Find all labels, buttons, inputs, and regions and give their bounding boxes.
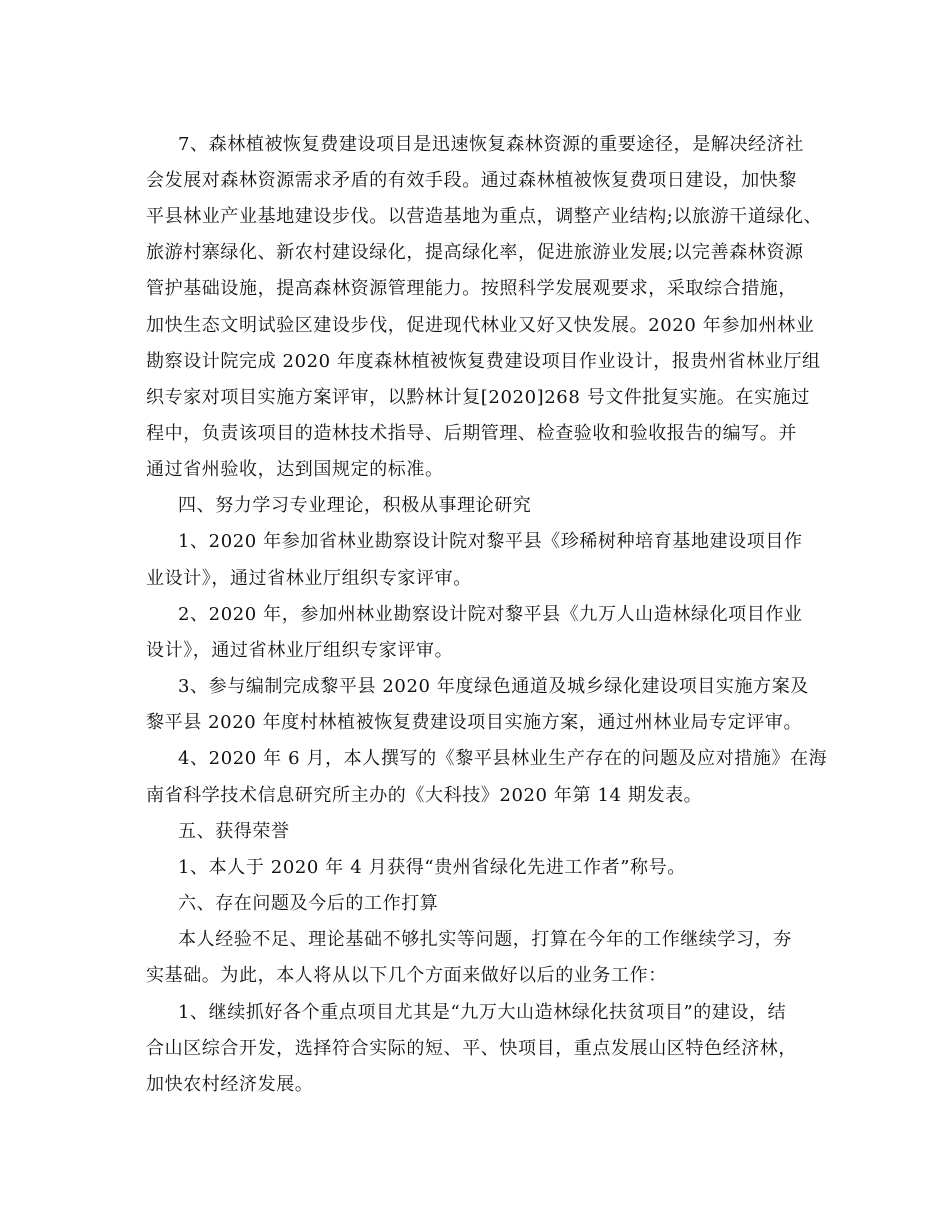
paragraph-line: 设计》，通过省林业厅组织专家评审。 <box>146 640 454 661</box>
paragraph-line: 平县林业产业基地建设步伐。以营造基地为重点，调整产业结构;以旅游干道绿化、 <box>146 206 823 227</box>
paragraph-line: 加快生态文明试验区建设步伐，促进现代林业又好又快发展。2020 年参加州林业 <box>146 315 815 336</box>
paragraph-line: 南省科学技术信息研究所主办的《大科技》2020 年第 14 期发表。 <box>146 785 703 806</box>
paragraph-line: 1、本人于 2020 年 4 月获得“贵州省绿化先进工作者”称号。 <box>178 857 686 878</box>
paragraph-line: 本人经验不足、理论基础不够扎实等问题，打算在今年的工作继续学习，夯 <box>178 929 792 950</box>
paragraph-line: 会发展对森林资源需求矛盾的有效手段。通过森林植被恢复费项日建设，加快黎 <box>146 170 797 191</box>
paragraph-line: 旅游村寨绿化、新农村建设绿化，提高绿化率，促进旅游业发展;以完善森林资源 <box>146 242 804 263</box>
paragraph-line: 程中，负责该项目的造林技术指导、后期管理、检查验收和验收报告的编写。并 <box>146 423 797 444</box>
paragraph-line: 1、2020 年参加省林业勘察设计院对黎平县《珍稀树种培育基地建设项目作 <box>178 531 803 552</box>
paragraph-line: 实基础。为此，本人将从以下几个方面来做好以后的业务工作： <box>146 965 667 986</box>
paragraph-line: 业设计》，通过省林业厅组织专家评审。 <box>146 568 472 589</box>
paragraph-line: 织专家对项目实施方案评审，以黔林计复[2020]268 号文件批复实施。在实施过 <box>146 387 810 408</box>
paragraph-line: 合山区综合开发，选择符合实际的短、平、快项目，重点发展山区特色经济林， <box>146 1038 797 1059</box>
paragraph-line: 4、2020 年 6 月，本人撰写的《黎平县林业生产存在的问题及应对措施》在海 <box>178 748 828 769</box>
paragraph-line: 3、参与编制完成黎平县 2020 年度绿色通道及城乡绿化建设项目实施方案及 <box>178 676 809 697</box>
section-heading: 四、努力学习专业理论，积极从事理论研究 <box>178 495 532 516</box>
paragraph-line: 加快农村经济发展。 <box>146 1074 314 1095</box>
section-heading: 六、存在问题及今后的工作打算 <box>178 893 439 914</box>
paragraph-line: 黎平县 2020 年度村林植被恢复费建设项目实施方案，通过州林业局专定评审。 <box>146 712 803 733</box>
paragraph-line: 通过省州验收，达到国规定的标准。 <box>146 459 444 480</box>
paragraph-line: 勘察设计院完成 2020 年度森林植被恢复费建设项目作业设计，报贵州省林业厅组 <box>146 351 821 372</box>
paragraph-line: 1、继续抓好各个重点项目尤其是“九万大山造林绿化扶贫项目”的建设，结 <box>178 1002 787 1023</box>
paragraph-line: 管护基础设施，提高森林资源管理能力。按照科学发展观要求，采取综合措施， <box>146 278 797 299</box>
paragraph-line: 7、森林植被恢复费建设项目是迅速恢复森林资源的重要途径，是解决经济社 <box>178 134 804 155</box>
paragraph-line: 2、2020 年，参加州林业勘察设计院对黎平县《九万人山造林绿化项目作业 <box>178 604 803 625</box>
section-heading: 五、获得荣誉 <box>178 821 290 842</box>
